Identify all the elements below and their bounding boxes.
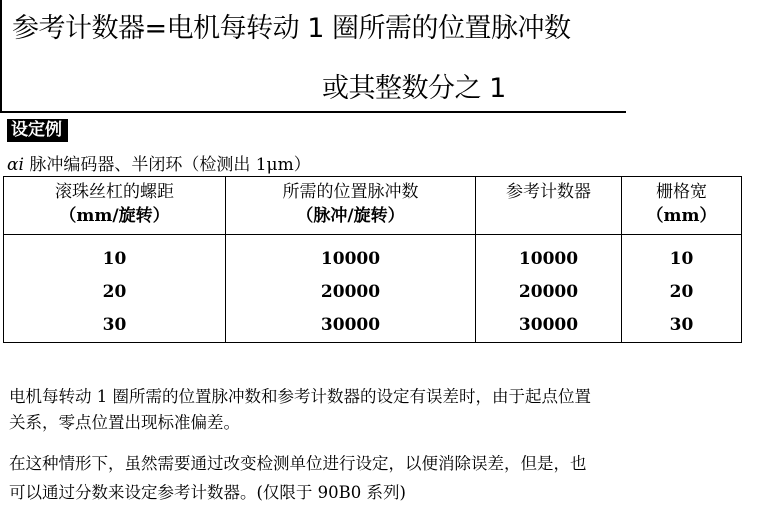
section-label: 设定例 [7,119,68,142]
header-pitch: 滚珠丝杠的螺距 （mm/旋转） [4,177,226,235]
table-cell: 20000 [476,276,622,309]
table-cell: 10000 [226,235,476,277]
formula-box [0,0,626,113]
header-reference-counter: 参考计数器 [476,177,622,235]
table-header-row [4,177,742,235]
table-cell: 20 [4,276,226,309]
note-paragraph-2-line-2: 可以通过分数来设定参考计数器。(仅限于 90B0 系列) [9,483,406,502]
formula-line-1: 参考计数器=电机每转动 1 圈所需的位置脉冲数 [12,13,571,44]
header-pulses: 所需的位置脉冲数 （脉冲/旋转） [226,177,476,235]
table-cell: 10 [4,235,226,277]
formula-line-2: 或其整数分之 1 [322,73,506,104]
table-row [4,276,742,309]
table-caption [7,150,311,175]
table-cell: 10000 [476,235,622,277]
note-paragraph-1-line-1: 电机每转动 1 圈所需的位置脉冲数和参考计数器的设定有误差时，由于起点位置 [9,387,591,406]
table-cell: 30 [622,309,742,343]
table-cell: 30 [4,309,226,343]
settings-table [3,176,742,343]
header-grid-width: 栅格宽 （mm） [622,177,742,235]
table-cell: 20000 [226,276,476,309]
table-row [4,309,742,343]
table-cell: 30000 [226,309,476,343]
table-row [4,235,742,277]
table-cell: 30000 [476,309,622,343]
caption-ai: αi [7,155,24,175]
table-cell: 20 [622,276,742,309]
caption-text: 脉冲编码器、半闭环（检测出 1μm） [23,155,311,175]
note-paragraph-2-line-1: 在这种情形下，虽然需要通过改变检测单位进行设定，以便消除误差，但是，也 [9,454,587,473]
table-cell: 10 [622,235,742,277]
note-paragraph-1-line-2: 关系，零点位置出现标准偏差。 [9,413,240,432]
